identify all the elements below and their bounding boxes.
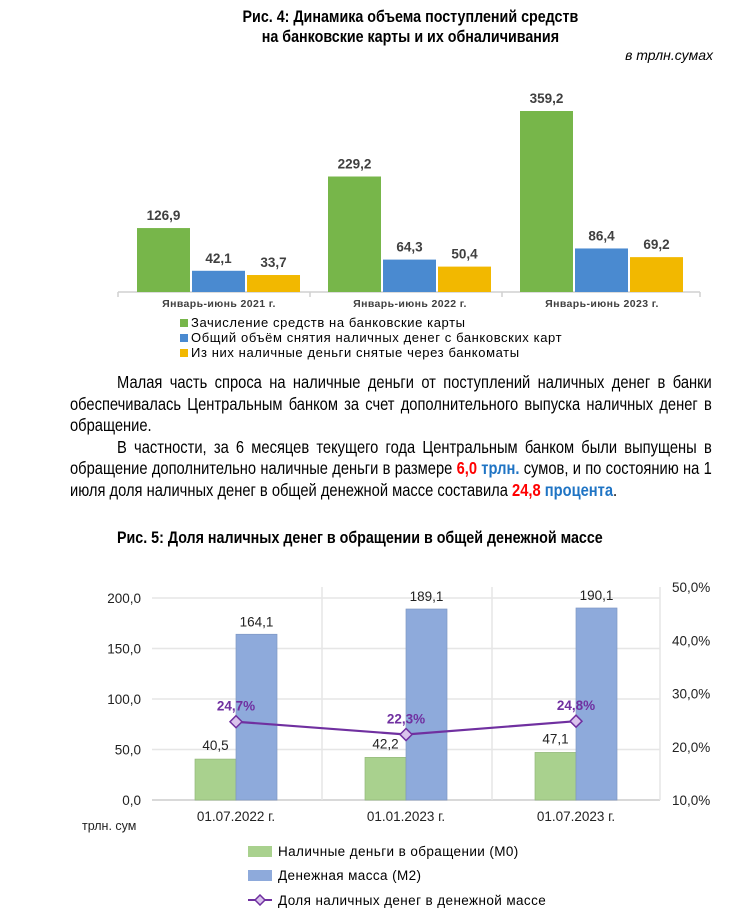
category-label: Январь-июнь 2022 г.: [353, 298, 467, 310]
data-label: 69,2: [643, 237, 670, 253]
y-tick-label: 200,0: [107, 591, 141, 606]
bar-m0: [535, 752, 576, 800]
p2-highlight-number-2: 24,8: [512, 479, 541, 500]
data-label-m2: 189,1: [409, 589, 444, 605]
bar-m2: [236, 634, 277, 800]
data-label: 229,2: [337, 156, 372, 172]
data-label: 42,1: [205, 250, 232, 266]
legend-label: Наличные деньги в обращении (М0): [278, 843, 519, 859]
data-label: 64,3: [396, 239, 423, 255]
category-label: Январь-июнь 2023 г.: [545, 298, 659, 310]
paragraph-1: Малая часть спроса на наличные деньги от поступлений наличных денег в банки обеспечивалась Центральным банком за счет дополнительного выпуска наличных денег в обращение.: [70, 372, 712, 435]
legend-swatch: [248, 870, 272, 881]
data-label: 126,9: [146, 208, 181, 224]
line-data-label: 24,7%: [216, 698, 256, 714]
data-label-m0: 42,2: [372, 736, 399, 752]
data-label-m2: 164,1: [239, 614, 274, 630]
p2-text-a: В частности, за 6 месяцев текущего года Центральным банком были выпущены в обращение дополнительно наличные деньги в размере: [70, 436, 712, 478]
y-tick-label: 0,0: [122, 793, 141, 808]
legend-label: Из них наличные деньги снятые через банкоматы: [191, 345, 520, 360]
fig4-title-line2: на банковские карты и их обналичивания: [261, 27, 560, 46]
category-label: 01.01.2023 г.: [366, 809, 446, 824]
fig4-title-line1: Рис. 4: Динамика объема поступлений средств: [242, 7, 579, 26]
p2-text-end: .: [613, 479, 618, 500]
bar-m0: [365, 757, 406, 800]
data-label-m0: 40,5: [202, 738, 229, 754]
y-axis-label: трлн. сум: [82, 819, 137, 833]
bar-m2: [406, 609, 447, 800]
fig4-unit: в трлн.сумах: [625, 47, 713, 63]
fig5-legend: [248, 839, 546, 913]
y2-tick-label: 20,0%: [672, 739, 711, 755]
fig5-title: Рис. 5: Доля наличных денег в обращении в общей денежной массе: [117, 528, 603, 547]
data-label-m0: 47,1: [542, 731, 569, 747]
legend-label: Доля наличных денег в денежной массе: [278, 892, 547, 908]
y-tick-label: 150,0: [107, 641, 141, 657]
data-label: 33,7: [260, 255, 287, 271]
p2-highlight-unit-1: трлн.: [481, 458, 520, 478]
category-label: Январь-июнь 2021 г.: [162, 298, 276, 310]
legend-label: Общий объём снятия наличных денег с банковских карт: [191, 330, 563, 345]
data-label-m2: 190,1: [579, 587, 614, 603]
category-label: 01.07.2022 г.: [196, 809, 276, 824]
line-data-label: 22,3%: [386, 711, 426, 727]
data-label: 359,2: [529, 91, 564, 106]
legend-line-marker-icon: [248, 894, 272, 906]
p2-highlight-number-1: 6,0: [456, 458, 478, 478]
legend-label: Денежная масса (М2): [278, 868, 422, 884]
data-label: 50,4: [451, 246, 478, 262]
legend-item: [248, 888, 546, 913]
y2-tick-label: 50,0%: [672, 580, 711, 595]
legend-label: Зачисление средств на банковские карты: [191, 315, 466, 330]
legend-swatch: [248, 846, 272, 857]
bar-m0: [195, 759, 236, 800]
y-tick-label: 100,0: [107, 692, 141, 707]
p2-text-b: сумов, и по состоянию на 1 июля доля наличных денег в общей денежной массе составила: [70, 458, 712, 500]
p2-highlight-unit-2: процента: [544, 479, 614, 500]
y-tick-label: 50,0: [114, 742, 141, 758]
legend-item: [248, 839, 546, 864]
line-data-label: 24,8%: [556, 698, 596, 714]
data-label: 86,4: [588, 228, 615, 244]
legend-item: [248, 864, 546, 889]
y2-tick-label: 10,0%: [672, 793, 711, 808]
category-label: 01.07.2023 г.: [536, 809, 616, 824]
y2-tick-label: 40,0%: [672, 633, 711, 649]
y2-tick-label: 30,0%: [672, 686, 711, 702]
